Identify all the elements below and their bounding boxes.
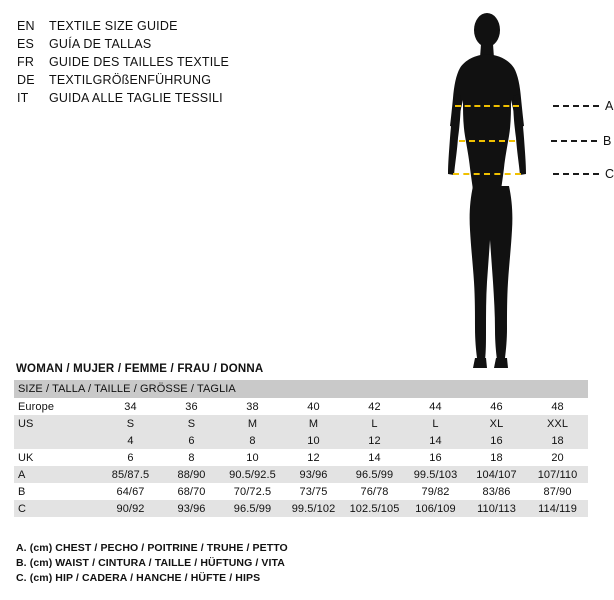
language-row-fr [17,53,317,71]
cell: 104/107 [466,466,527,483]
row-label-europe: Europe [14,398,100,415]
table-row [14,483,588,500]
cell: 38 [222,398,283,415]
legend-line-a: A. (cm) CHEST / PECHO / POITRINE / TRUHE / PETTO [16,542,288,554]
cell: S [161,415,222,432]
cell: 107/110 [527,466,588,483]
cell: 68/70 [161,483,222,500]
legend-line-c: C. (cm) HIP / CADERA / HANCHE / HÜFTE / HIPS [16,572,261,584]
measure-label-a: A [605,99,614,113]
measure-dash-a-right [553,105,599,107]
language-code-en: EN [17,19,35,33]
language-row-de [17,71,317,89]
size-table-section [14,363,586,517]
table-row [14,500,588,517]
cell: 93/96 [283,466,344,483]
cell: 6 [161,432,222,449]
cell: 8 [222,432,283,449]
measure-dash-a-left [455,105,519,107]
cell: 10 [222,449,283,466]
table-row [14,432,588,449]
language-row-it [17,89,317,107]
measure-dash-c-right [553,173,599,175]
cell: 10 [283,432,344,449]
cell: 106/109 [405,500,466,517]
language-row-es [17,35,317,53]
table-row [14,415,588,432]
cell: 12 [283,449,344,466]
cell: S [100,415,161,432]
cell: 114/119 [527,500,588,517]
measure-dash-b-left [459,140,515,142]
cell: 16 [466,432,527,449]
measurement-legend [16,541,576,586]
female-body-figure [415,8,614,373]
female-silhouette-icon [415,8,600,373]
measure-label-c: C [605,167,614,181]
cell: 70/72.5 [222,483,283,500]
cell: 12 [344,432,405,449]
language-code-fr: FR [17,55,35,69]
measure-dash-b-right [551,140,597,142]
cell: 99.5/102 [283,500,344,517]
measure-marker-b [459,135,611,147]
cell: 42 [344,398,405,415]
cell: 102.5/105 [344,500,405,517]
measure-dash-c-left [453,173,521,175]
cell: 16 [405,449,466,466]
cell: 36 [161,398,222,415]
table-row [14,449,588,466]
row-label-us: US [14,415,100,432]
cell: 6 [100,449,161,466]
language-code-it: IT [17,91,29,105]
cell: 48 [527,398,588,415]
cell: 93/96 [161,500,222,517]
table-row [14,466,588,483]
row-label-b: B [14,483,100,500]
row-label-a: A [14,466,100,483]
cell: 20 [527,449,588,466]
category-title: WOMAN / MUJER / FEMME / FRAU / DONNA [16,363,264,375]
cell: 85/87.5 [100,466,161,483]
cell: M [283,415,344,432]
cell: 8 [161,449,222,466]
cell: 34 [100,398,161,415]
measure-marker-c [453,168,614,180]
cell: XL [466,415,527,432]
cell: 44 [405,398,466,415]
language-text-it: GUIDA ALLE TAGLIE TESSILI [49,91,223,105]
cell: M [222,415,283,432]
table-row [14,398,588,415]
cell: 18 [466,449,527,466]
cell: L [405,415,466,432]
table-header-row [14,380,588,398]
legend-line-b: B. (cm) WAIST / CINTURA / TAILLE / HÜFTUNG / VITA [16,557,285,569]
cell: 4 [100,432,161,449]
language-list [17,17,317,107]
cell: 18 [527,432,588,449]
language-text-es: GUÍA DE TALLAS [49,37,152,51]
cell: 64/67 [100,483,161,500]
language-row-en [17,17,317,35]
cell: XXL [527,415,588,432]
cell: 90/92 [100,500,161,517]
cell: 87/90 [527,483,588,500]
cell: 76/78 [344,483,405,500]
language-text-en: TEXTILE SIZE GUIDE [49,19,178,33]
row-label-uk: UK [14,449,100,466]
cell: 79/82 [405,483,466,500]
measure-label-b: B [603,134,612,148]
size-table [14,380,588,517]
cell: 96.5/99 [344,466,405,483]
measure-marker-a [455,100,613,112]
language-text-fr: GUIDE DES TAILLES TEXTILE [49,55,230,69]
row-label-c: C [14,500,100,517]
cell: 110/113 [466,500,527,517]
language-code-de: DE [17,73,35,87]
cell: 96.5/99 [222,500,283,517]
cell: 88/90 [161,466,222,483]
cell: 73/75 [283,483,344,500]
language-code-es: ES [17,37,35,51]
row-label-us-numeric [14,432,100,449]
cell: 90.5/92.5 [222,466,283,483]
cell: 14 [344,449,405,466]
cell: 46 [466,398,527,415]
language-text-de: TEXTILGRÖßENFÜHRUNG [49,73,212,87]
cell: 40 [283,398,344,415]
cell: 83/86 [466,483,527,500]
cell: L [344,415,405,432]
cell: 14 [405,432,466,449]
table-header-label: SIZE / TALLA / TAILLE / GRÖSSE / TAGLIA [14,380,588,398]
cell: 99.5/103 [405,466,466,483]
